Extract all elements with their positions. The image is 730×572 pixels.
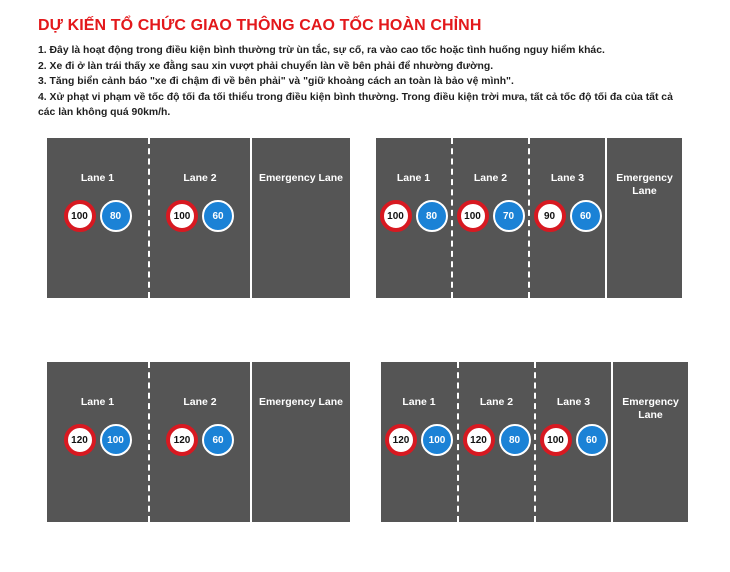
max-speed-sign: 100: [457, 200, 489, 232]
speed-signs: [376, 200, 451, 232]
lane-label: Lane 1: [402, 396, 436, 408]
lane: [536, 362, 613, 522]
speed-signs: [47, 200, 148, 232]
max-speed-sign: 100: [540, 424, 572, 456]
min-speed-sign: 100: [421, 424, 453, 456]
lane-label: Lane 1: [80, 396, 115, 408]
lane: [459, 362, 536, 522]
emergency-lane: [252, 138, 350, 298]
lane-label: Lane 3: [556, 396, 591, 408]
emergency-lane: [613, 362, 688, 522]
max-speed-sign: 90: [534, 200, 566, 232]
lane-label: Emergency Lane: [258, 396, 344, 408]
note-item: 2. Xe đi ở làn trái thấy xe đằng sau xin vượt phải chuyển làn về bên phải để nhường đường.: [38, 60, 494, 72]
min-speed-sign: 70: [493, 200, 525, 232]
max-speed-sign: 100: [380, 200, 412, 232]
road-diagram-4: [381, 362, 688, 522]
min-speed-sign: 60: [570, 200, 602, 232]
note-item: 1. Đây là hoạt động trong điều kiện bình thường trừ ùn tắc, sự cố, ra vào cao tốc hoặc tình huống nguy hiểm khác.: [38, 45, 605, 56]
lane: [150, 138, 252, 298]
lane-label: Lane 2: [473, 172, 508, 184]
lane: [530, 138, 607, 298]
speed-signs: [530, 200, 605, 232]
max-speed-sign: 100: [64, 200, 96, 232]
lane-label: Emergency Lane: [616, 172, 673, 197]
max-speed-sign: 120: [64, 424, 96, 456]
road-diagram-3: [47, 362, 350, 522]
lane-label: Lane 3: [550, 172, 585, 184]
lane: [150, 362, 252, 522]
lane-label: Lane 2: [183, 396, 217, 408]
lane: [47, 362, 150, 522]
speed-signs: [150, 424, 250, 456]
lane-label: Lane 1: [80, 172, 115, 184]
lane: [381, 362, 459, 522]
emergency-lane: [252, 362, 350, 522]
lane-label: Lane 2: [479, 396, 514, 408]
speed-signs: [381, 424, 457, 456]
min-speed-sign: 60: [202, 200, 234, 232]
note-item: 3. Tăng biển cảnh báo "xe đi chậm đi về bên phải" và "giữ khoảng cách an toàn là bảo vệ mình".: [38, 76, 514, 88]
emergency-lane: [607, 138, 682, 298]
road-diagram-2: [376, 138, 682, 298]
min-speed-sign: 100: [100, 424, 132, 456]
max-speed-sign: 120: [166, 424, 198, 456]
min-speed-sign: 80: [499, 424, 531, 456]
lane: [453, 138, 530, 298]
max-speed-sign: 120: [385, 424, 417, 456]
note-item: 4. Xử phạt vi phạm về tốc độ tối đa tối thiểu trong điều kiện bình thường. Trong điều kiện trời mưa, tất cả tốc độ tối đa của tất cả các làn không quá 90km/h.: [38, 91, 673, 119]
min-speed-sign: 60: [202, 424, 234, 456]
lane-label: Lane 1: [396, 172, 431, 184]
min-speed-sign: 80: [100, 200, 132, 232]
max-speed-sign: 120: [463, 424, 495, 456]
lane-label: Emergency Lane: [258, 172, 344, 184]
speed-signs: [453, 200, 528, 232]
speed-signs: [150, 200, 250, 232]
speed-signs: [47, 424, 148, 456]
max-speed-sign: 100: [166, 200, 198, 232]
min-speed-sign: 80: [416, 200, 448, 232]
notes-list: [38, 43, 678, 121]
lane-label: Lane 2: [183, 172, 217, 184]
speed-signs: [536, 424, 611, 456]
speed-signs: [459, 424, 534, 456]
page-title: DỰ KIẾN TỔ CHỨC GIAO THÔNG CAO TỐC HOÀN CHỈNH: [38, 17, 482, 34]
min-speed-sign: 60: [576, 424, 608, 456]
lane: [376, 138, 453, 298]
lane-label: Emergency Lane: [622, 396, 679, 421]
road-diagram-1: [47, 138, 350, 298]
lane: [47, 138, 150, 298]
